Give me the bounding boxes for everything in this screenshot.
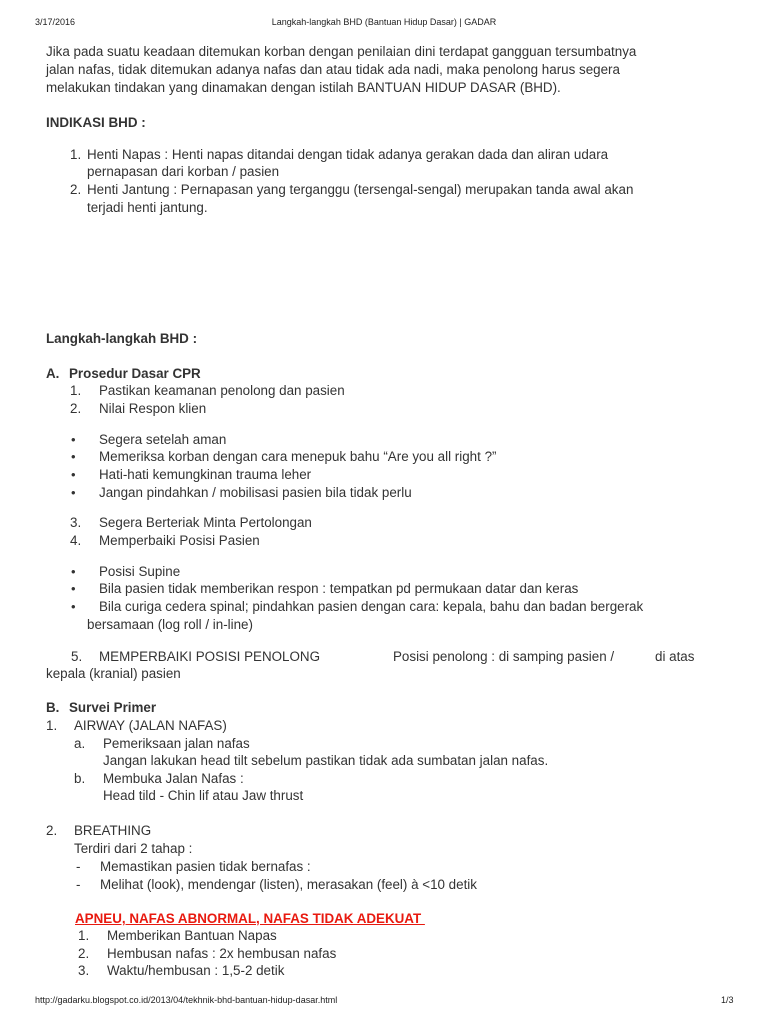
step-num-1: 1. <box>70 383 82 398</box>
dash-marker: - <box>76 859 81 874</box>
intro-line-3: melakukan tindakan yang dinamakan dengan istilah BANTUAN HIDUP DASAR (BHD). <box>46 80 561 95</box>
airway-a-label: a. <box>74 736 86 751</box>
airway-b-sub: Head tild - Chin lif atau Jaw thrust <box>103 788 304 803</box>
bullet-dot: • <box>71 599 76 614</box>
indikasi-item-1-line-2: pernapasan dari korban / pasien <box>87 164 280 179</box>
step-text-4: Memperbaiki Posisi Pasien <box>99 533 260 548</box>
bullet-text: Jangan pindahkan / mobilisasi pasien bila tidak perlu <box>99 485 412 500</box>
apneu-text-2: Hembusan nafas : 2x hembusan nafas <box>107 946 337 961</box>
step-num-3: 3. <box>70 515 82 530</box>
apneu-heading: APNEU, NAFAS ABNORMAL, NAFAS TIDAK ADEKUAT <box>75 911 425 926</box>
step-5-position-alt: di atas <box>655 649 695 664</box>
step-5-position: Posisi penolong : di samping pasien / <box>393 649 615 664</box>
indikasi-heading: INDIKASI BHD : <box>46 115 146 130</box>
airway-title: AIRWAY (JALAN NAFAS) <box>74 718 227 733</box>
dash-marker: - <box>76 877 81 892</box>
indikasi-item-1-line-1: Henti Napas : Henti napas ditandai dengan tidak adanya gerakan dada dan aliran udara <box>87 147 609 162</box>
footer-url[interactable]: http://gadarku.blogspot.co.id/2013/04/tekhnik-bhd-bantuan-hidup-dasar.html <box>35 995 338 1005</box>
bullet-text: Hati-hati kemungkinan trauma leher <box>99 467 312 482</box>
step-num-4: 4. <box>70 533 82 548</box>
apneu-num-3: 3. <box>78 963 90 978</box>
apneu-num-1: 1. <box>78 928 90 943</box>
print-title: Langkah-langkah BHD (Bantuan Hidup Dasar) | GADAR <box>271 17 497 27</box>
langkah-heading: Langkah-langkah BHD : <box>46 331 198 346</box>
indikasi-num-1: 1. <box>70 147 82 162</box>
apneu-text-3: Waktu/hembusan : 1,5-2 detik <box>107 963 285 978</box>
airway-num: 1. <box>46 718 58 733</box>
print-date: 3/17/2016 <box>35 17 76 27</box>
bullet-text: Bila curiga cedera spinal; pindahkan pasien dengan cara: kepala, bahu dan badan bergerak <box>99 599 644 614</box>
step-text-1: Pastikan keamanan penolong dan pasien <box>99 383 345 398</box>
airway-b-text: Membuka Jalan Nafas : <box>103 771 244 786</box>
bullet-text: Memeriksa korban dengan cara menepuk bahu “Are you all right ?” <box>99 449 497 464</box>
apneu-num-2: 2. <box>78 946 90 961</box>
step-text-3: Segera Berteriak Minta Pertolongan <box>99 515 312 530</box>
bullet-dot: • <box>71 485 76 500</box>
bullet-text-continuation: bersamaan (log roll / in-line) <box>87 617 253 632</box>
indikasi-item-2-line-2: terjadi henti jantung. <box>87 200 208 215</box>
step-num-2: 2. <box>70 401 82 416</box>
intro-line-1: Jika pada suatu keadaan ditemukan korban dengan penilaian dini terdapat gangguan tersumbatnya <box>46 44 637 59</box>
bullet-dot: • <box>71 449 76 464</box>
bullet-dot: • <box>71 564 76 579</box>
breathing-intro: Terdiri dari 2 tahap : <box>74 841 193 856</box>
airway-a-text: Pemeriksaan jalan nafas <box>103 736 250 751</box>
airway-b-label: b. <box>74 771 86 786</box>
step-text-5: MEMPERBAIKI POSISI PENOLONG <box>99 649 320 664</box>
bullet-dot: • <box>71 432 76 447</box>
bullet-dot: • <box>71 581 76 596</box>
bullet-text: Bila pasien tidak memberikan respon : tempatkan pd permukaan datar dan keras <box>99 581 579 596</box>
bullet-text: Posisi Supine <box>99 564 181 579</box>
indikasi-item-2-line-1: Henti Jantung : Pernapasan yang terganggu (tersengal-sengal) merupakan tanda awal akan <box>87 182 634 197</box>
breathing-num: 2. <box>46 823 58 838</box>
intro-line-2: jalan nafas, tidak ditemukan adanya nafas dan atau tidak ada nadi, maka penolong harus segera <box>46 62 620 77</box>
airway-a-sub: Jangan lakukan head tilt sebelum pastikan tidak ada sumbatan jalan nafas. <box>103 753 549 768</box>
breathing-title: BREATHING <box>74 823 152 838</box>
breathing-item: Memastikan pasien tidak bernafas : <box>100 859 311 874</box>
bullet-dot: • <box>71 467 76 482</box>
apneu-text-1: Memberikan Bantuan Napas <box>107 928 277 943</box>
breathing-item: Melihat (look), mendengar (listen), merasakan (feel) à <10 detik <box>100 877 477 892</box>
section-a-title: Prosedur Dasar CPR <box>69 366 201 381</box>
page-number: 1/3 <box>721 995 734 1005</box>
section-b-label: B. <box>46 700 60 715</box>
indikasi-num-2: 2. <box>70 182 82 197</box>
section-a-label: A. <box>46 366 60 381</box>
step-num-5: 5. <box>71 649 83 664</box>
bullet-text: Segera setelah aman <box>99 432 227 447</box>
step-text-2: Nilai Respon klien <box>99 401 207 416</box>
section-b-title: Survei Primer <box>69 700 157 715</box>
step-5-continuation: kepala (kranial) pasien <box>46 666 181 681</box>
